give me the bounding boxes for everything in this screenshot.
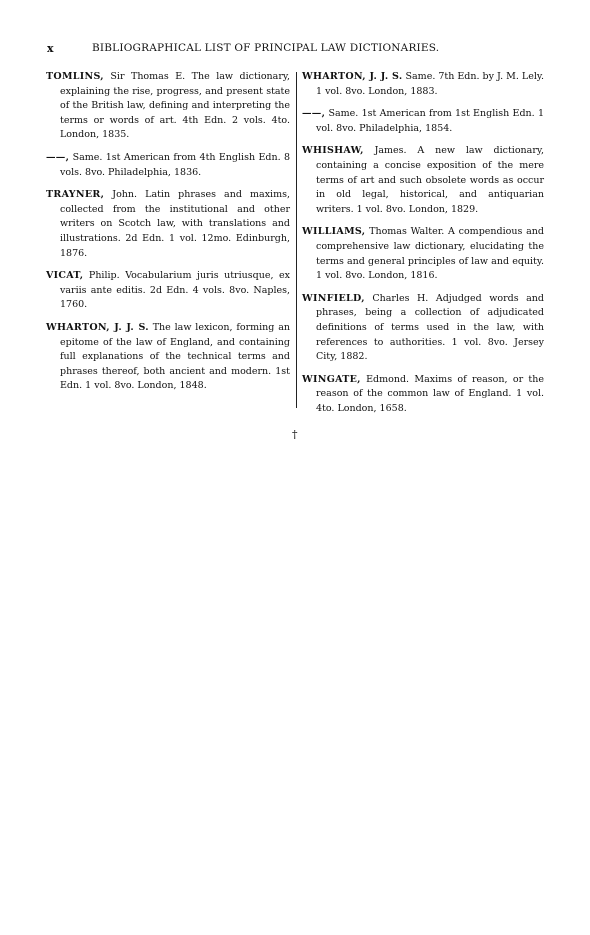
page-number: x xyxy=(47,42,54,55)
entry-heading: TOMLINS, xyxy=(46,71,104,82)
entry-text: The law lexicon, forming an epitome of the law of England, and containing full explanations of the technical terms and phrases thereof, both ancient and modern. 1st Edn. 1 vol. 8vo. London, 1848. xyxy=(60,321,290,392)
entry-heading: WINFIELD, xyxy=(302,292,365,304)
dictionary-entry xyxy=(46,188,290,261)
entry-heading: WHISHAW, xyxy=(302,145,364,157)
entry-text: Philip. Vocabularium juris utriusque, ex variis ante editis. 2d Edn. 4 vols. 8vo. Naples, 1760. xyxy=(60,270,290,311)
dictionary-entry xyxy=(46,269,290,313)
footer-dagger-mark: † xyxy=(292,428,298,441)
page-header-title: BIBLIOGRAPHICAL LIST OF PRINCIPAL LAW DICTIONARIES. xyxy=(92,42,440,54)
dictionary-entry xyxy=(46,70,290,143)
entry-text: Thomas Walter. A compendious and comprehensive law dictionary, elucidating the terms and general principles of law and equity. 1 vol. 8vo. London, 1816. xyxy=(316,226,544,282)
entry-heading: ——, xyxy=(302,108,326,120)
entry-heading: ——, xyxy=(46,151,70,163)
dictionary-entry xyxy=(302,292,544,365)
entry-heading: WILLIAMS, xyxy=(302,226,366,238)
entry-text: James. A new law dictionary, containing a concise exposition of the mere terms of art and such obsolete words as occur in old legal, historical, and antiquarian writers. 1 vol. 8vo. London, 1829. xyxy=(316,145,544,215)
entry-heading: TRAYNER, xyxy=(46,189,105,201)
dictionary-entry xyxy=(46,321,290,394)
entry-text: John. Latin phrases and maxims, collected from the institutional and other writers on Scotch law, with translations and illustrations. 2d Edn. 1 vol. 12mo. Edinburgh, 1876. xyxy=(60,189,290,259)
entry-text: Charles H. Adjudged words and phrases, being a collection of adjudicated definitions of terms used in the law, with references to authorities. 1 vol. 8vo. Jersey City, 1882. xyxy=(316,292,544,363)
dictionary-entry xyxy=(302,373,544,417)
dictionary-entry xyxy=(302,144,544,217)
dictionary-entry xyxy=(302,70,544,99)
entry-heading: WINGATE, xyxy=(302,373,361,385)
entry-text: Same. 7th Edn. by J. M. Lely. 1 vol. 8vo. London, 1883. xyxy=(316,71,545,97)
entry-heading: WHARTON, J. J. S. xyxy=(302,71,403,82)
entry-text: Edmond. Maxims of reason, or the reason of the common law of England. 1 vol. 4to. London, 1658. xyxy=(316,373,544,414)
entry-text: Same. 1st American from 4th English Edn. 8 vols. 8vo. Philadelphia, 1836. xyxy=(60,151,290,178)
dictionary-entry xyxy=(302,225,544,283)
entry-text: Same. 1st American from 1st English Edn. 1 vol. 8vo. Philadelphia, 1854. xyxy=(316,108,544,134)
entry-heading: VICAT, xyxy=(46,270,84,282)
left-column xyxy=(46,70,290,402)
right-column xyxy=(302,70,544,424)
entry-text: Sir Thomas E. The law dictionary, explaining the rise, progress, and present state of the British law, defining and interpreting the terms or words of art. 4th Edn. 2 vols. 4to. London, 1835. xyxy=(60,71,290,141)
dictionary-entry xyxy=(302,107,544,136)
entry-heading: WHARTON, J. J. S. xyxy=(46,321,149,333)
column-divider xyxy=(296,72,297,408)
dictionary-entry xyxy=(46,151,290,180)
